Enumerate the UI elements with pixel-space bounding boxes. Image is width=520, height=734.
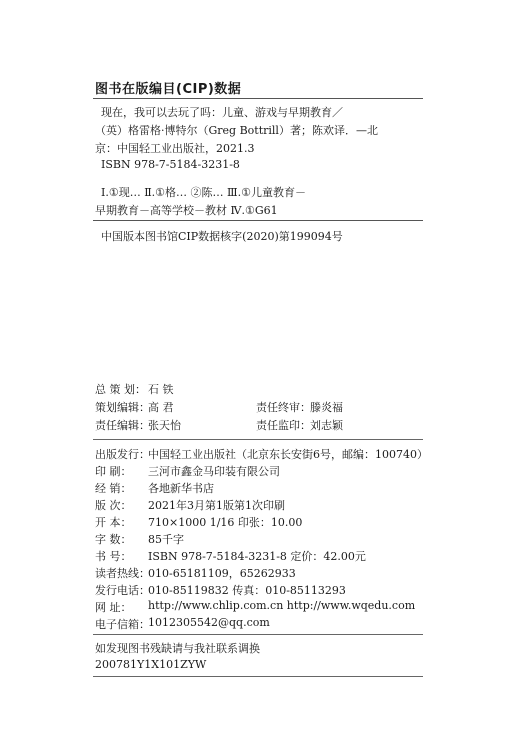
printer: 三河市鑫金马印装有限公司: [148, 465, 280, 478]
hotline: 010-65181109，65262933: [148, 567, 296, 580]
chief-planner-label: 总 策 划：: [95, 383, 146, 396]
printer-label: 印 刷：: [95, 465, 132, 478]
website[interactable]: http://www.chlip.com.cn http://www.wqedu.com: [148, 599, 416, 612]
distributor-label: 经 销：: [95, 482, 132, 495]
cip-top-rule: [93, 98, 423, 99]
sales-phone-fax: 010-85119832 传真：010-85113293: [148, 584, 346, 597]
email[interactable]: 1012305542@qq.com: [148, 616, 270, 629]
sales-phone-label: 发行电话：: [95, 584, 150, 597]
responsible-editor: 张天怡: [148, 419, 181, 432]
print-supervisor: 刘志颖: [310, 419, 343, 432]
isbn-label: 书 号：: [95, 550, 132, 563]
cip-number: 中国版本图书馆CIP数据核字(2020)第199094号: [101, 230, 343, 243]
publication-top-rule: [93, 439, 423, 440]
edition: 2021年3月第1版第1次印刷: [148, 499, 285, 512]
format-label: 开 本：: [95, 516, 132, 529]
wordcount-label: 字 数：: [95, 533, 132, 546]
cip-isbn: ISBN 978-7-5184-3231-8: [101, 158, 240, 171]
cip-classification-1: Ⅰ.①现… Ⅱ.①格… ②陈… Ⅲ.①儿童教育－: [101, 186, 306, 199]
cip-line-3: 京：中国轻工业出版社，2021.3: [95, 142, 255, 155]
website-label: 网 址：: [95, 601, 132, 614]
footer-rule: [93, 676, 423, 677]
edition-label: 版 次：: [95, 499, 132, 512]
email-label: 电子信箱：: [95, 618, 150, 631]
cip-bottom-rule: [93, 220, 423, 221]
final-reviewer: 滕炎福: [310, 401, 343, 414]
publisher: 中国轻工业出版社（北京东长安街6号，邮编：100740）: [148, 448, 428, 461]
responsible-editor-label: 责任编辑：: [95, 419, 150, 432]
isbn-price: ISBN 978-7-5184-3231-8 定价：42.00元: [148, 550, 366, 563]
cip-title: 图书在版编目(CIP)数据: [95, 82, 242, 97]
planning-editor-label: 策划编辑：: [95, 401, 150, 414]
cip-classification-2: 早期教育－高等学校－教材 Ⅳ.①G61: [95, 204, 278, 217]
print-supervisor-label: 责任监印：: [256, 419, 311, 432]
planning-editor: 高 君: [148, 401, 174, 414]
book-code: 200781Y1X101ZYW: [95, 658, 207, 671]
publication-bottom-rule: [93, 634, 423, 635]
format: 710×1000 1/16 印张：10.00: [148, 516, 303, 529]
distributor: 各地新华书店: [148, 482, 214, 495]
publisher-label: 出版发行：: [95, 448, 150, 461]
chief-planner: 石 铁: [148, 383, 174, 396]
cip-line-1: 现在，我可以去玩了吗：儿童、游戏与早期教育／: [101, 106, 343, 119]
cip-line-2: （英）格雷格·博特尔（Greg Bottrill）著；陈欢译．—北: [95, 124, 378, 137]
defect-note: 如发现图书残缺请与我社联系调换: [95, 642, 260, 655]
final-reviewer-label: 责任终审：: [256, 401, 311, 414]
wordcount: 85千字: [148, 533, 184, 546]
hotline-label: 读者热线：: [95, 567, 150, 580]
